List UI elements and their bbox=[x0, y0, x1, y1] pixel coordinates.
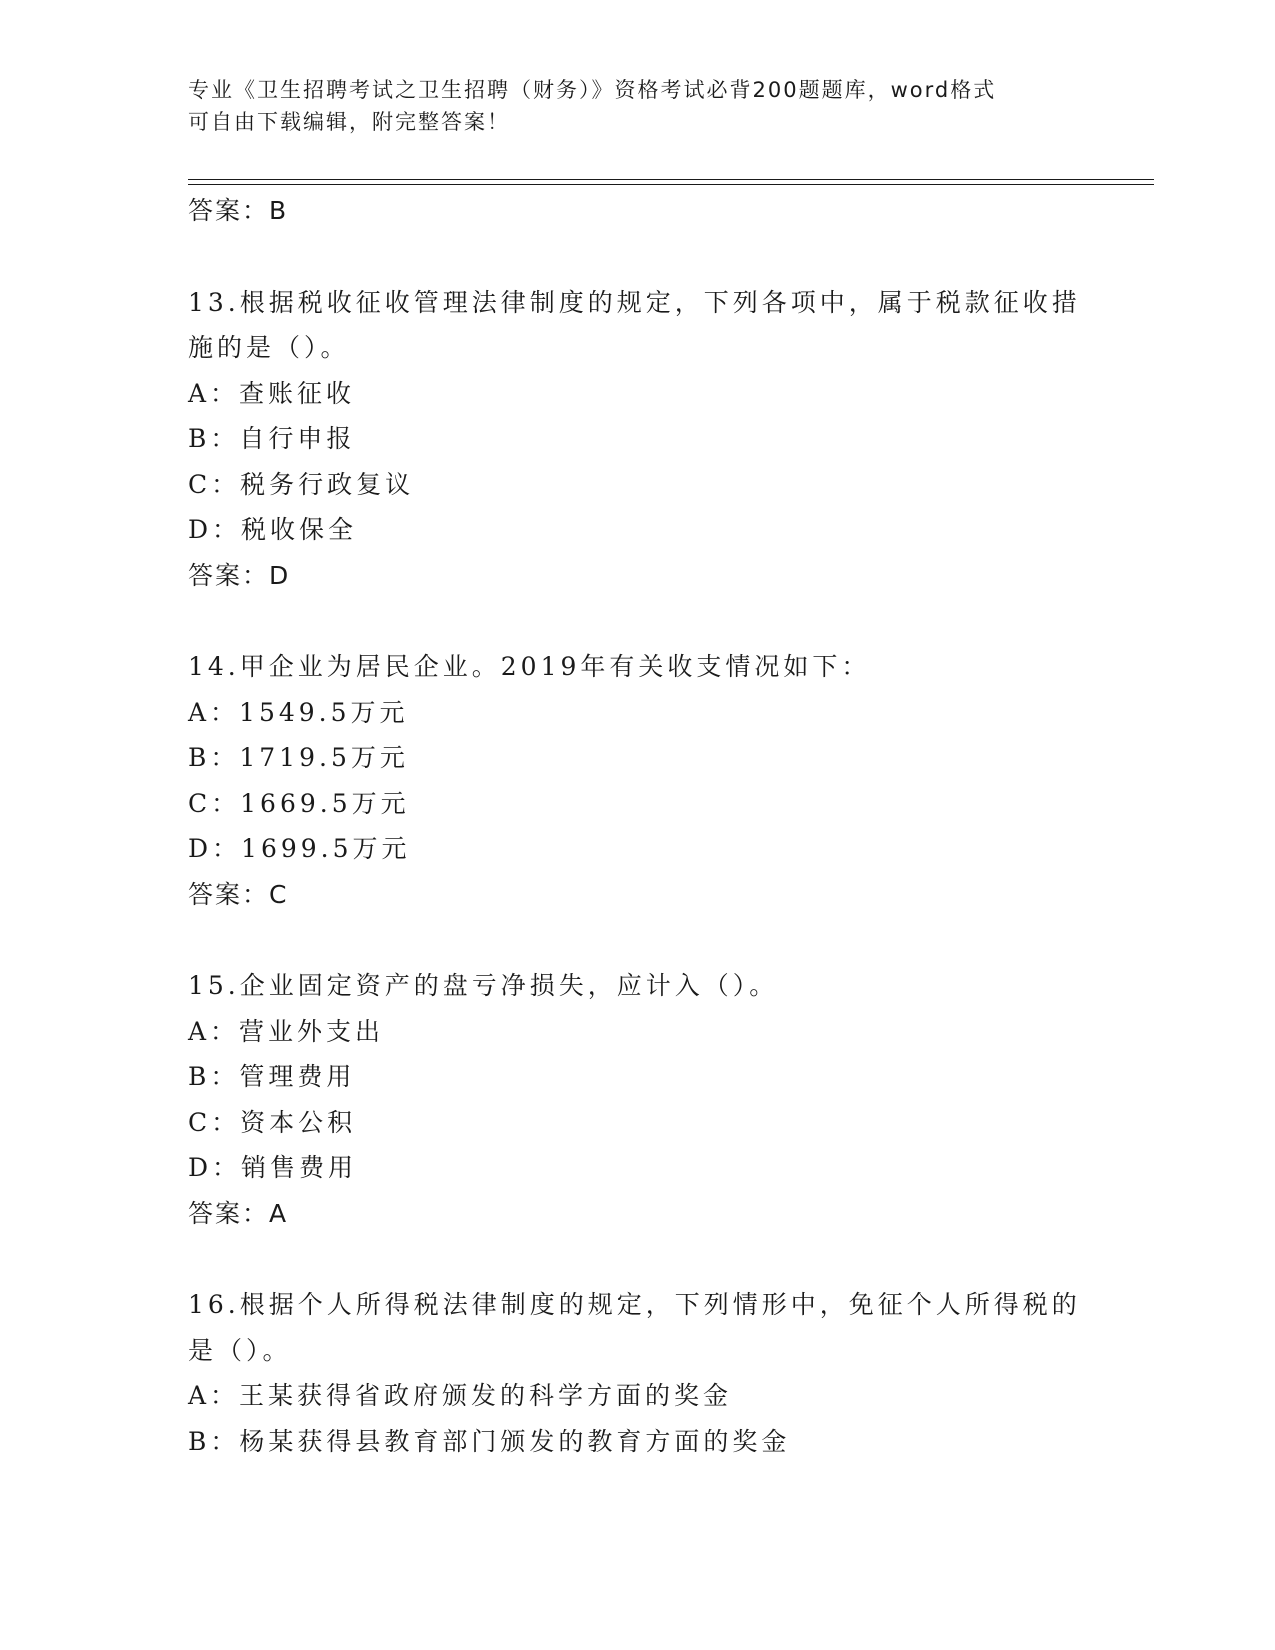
option-b: B：杨某获得县教育部门颁发的教育方面的奖金 bbox=[188, 1426, 791, 1456]
document-body bbox=[188, 188, 1088, 1464]
question-stem: 13.根据税收征收管理法律制度的规定，下列各项中，属于税款征收措 bbox=[188, 287, 1081, 317]
question-stem: 14.甲企业为居民企业。2019年有关收支情况如下： bbox=[188, 652, 871, 681]
question-block bbox=[188, 280, 1088, 599]
option-c: C：1669.5万元 bbox=[188, 788, 410, 818]
option-b: B：管理费用 bbox=[188, 1062, 356, 1091]
option-d: D：1699.5万元 bbox=[188, 834, 411, 863]
answer-line: 答案：C bbox=[188, 879, 289, 909]
header-line-2: 可自由下载编辑，附完整答案！ bbox=[188, 110, 510, 134]
option-a: A：营业外支出 bbox=[188, 1016, 385, 1046]
option-a: A：1549.5万元 bbox=[188, 697, 409, 727]
option-a: A：查账征收 bbox=[188, 378, 356, 408]
question-block bbox=[188, 963, 1088, 1236]
header-line-1: 专业《卫生招聘考试之卫生招聘（财务）》资格考试必背200题题库，word格式 bbox=[188, 78, 997, 102]
header-divider-top bbox=[188, 179, 1154, 180]
question-stem: 施的是（）。 bbox=[188, 333, 350, 362]
option-b: B：自行申报 bbox=[188, 424, 356, 453]
question-block bbox=[188, 1282, 1088, 1464]
answer-line: 答案：B bbox=[188, 196, 289, 225]
answer-line: 答案：D bbox=[188, 560, 291, 590]
option-d: D：税收保全 bbox=[188, 515, 358, 544]
option-d: D：销售费用 bbox=[188, 1153, 358, 1182]
header-divider-bottom bbox=[188, 184, 1154, 185]
question-block bbox=[188, 644, 1088, 917]
question-stem: 是（）。 bbox=[188, 1335, 292, 1365]
question-stem: 15.企业固定资产的盘亏净损失，应计入（）。 bbox=[188, 971, 779, 1000]
option-b: B：1719.5万元 bbox=[188, 743, 409, 772]
option-a: A：王某获得省政府颁发的科学方面的奖金 bbox=[188, 1381, 733, 1410]
option-c: C：税务行政复议 bbox=[188, 469, 415, 499]
answer-line: 答案：A bbox=[188, 1198, 289, 1228]
question-stem: 16.根据个人所得税法律制度的规定，下列情形中，免征个人所得税的 bbox=[188, 1290, 1081, 1319]
document-header bbox=[188, 74, 1088, 138]
option-c: C：资本公积 bbox=[188, 1107, 357, 1137]
